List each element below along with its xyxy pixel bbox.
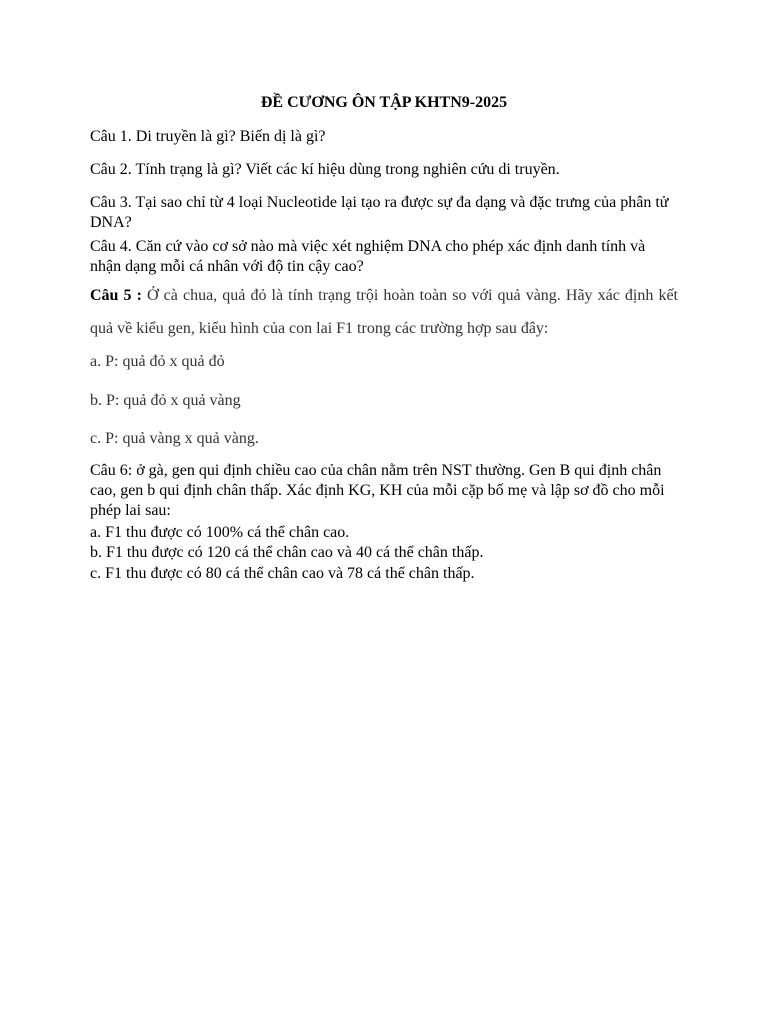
question-5-option-b: b. P: quả đỏ x quả vàng (90, 392, 241, 409)
question-1: Câu 1. Di truyền là gì? Biến dị là gì? (90, 128, 326, 145)
question-5-label: Câu 5 : (90, 287, 142, 304)
question-6: Câu 6: ở gà, gen qui định chiều cao của chân nằm trên NST thường. Gen B qui định chân cao, gen b qui định chân thấp. Xác định KG, KH của mỗi cặp bố mẹ và lập sơ đồ cho mỗi phép lai sau: (90, 462, 665, 519)
question-6-option-b: b. F1 thu được có 120 cá thể chân cao và 40 cá thể chân thấp. (90, 544, 484, 561)
document-title: ĐỀ CƯƠNG ÔN TẬP KHTN9-2025 (260, 94, 508, 111)
question-3: Câu 3. Tại sao chỉ từ 4 loại Nucleotide lại tạo ra được sự đa dạng và đặc trưng của phân tử DNA? (90, 194, 669, 231)
question-5-option-c: c. P: quả vàng x quả vàng. (90, 430, 259, 447)
question-4: Câu 4. Căn cứ vào cơ sở nào mà việc xét nghiệm DNA cho phép xác định danh tính và nhận dạng mỗi cá nhân với độ tin cậy cao? (90, 238, 646, 275)
question-6-option-c: c. F1 thu được có 80 cá thể chân cao và 78 cá thể chân thấp. (90, 565, 475, 582)
question-5-option-a: a. P: quả đỏ x quả đỏ (90, 353, 225, 370)
question-6-option-a: a. F1 thu được có 100% cá thể chân cao. (90, 524, 350, 541)
question-2: Câu 2. Tính trạng là gì? Viết các kí hiệu dùng trong nghiên cứu di truyền. (90, 161, 560, 178)
question-5 (90, 279, 678, 345)
question-5-text: Ở cà chua, quả đỏ là tính trạng trội hoàn toàn so với quả vàng. Hãy xác định kết quả về kiểu gen, kiểu hình của con lai F1 trong các trường hợp sau đây: (90, 287, 678, 337)
